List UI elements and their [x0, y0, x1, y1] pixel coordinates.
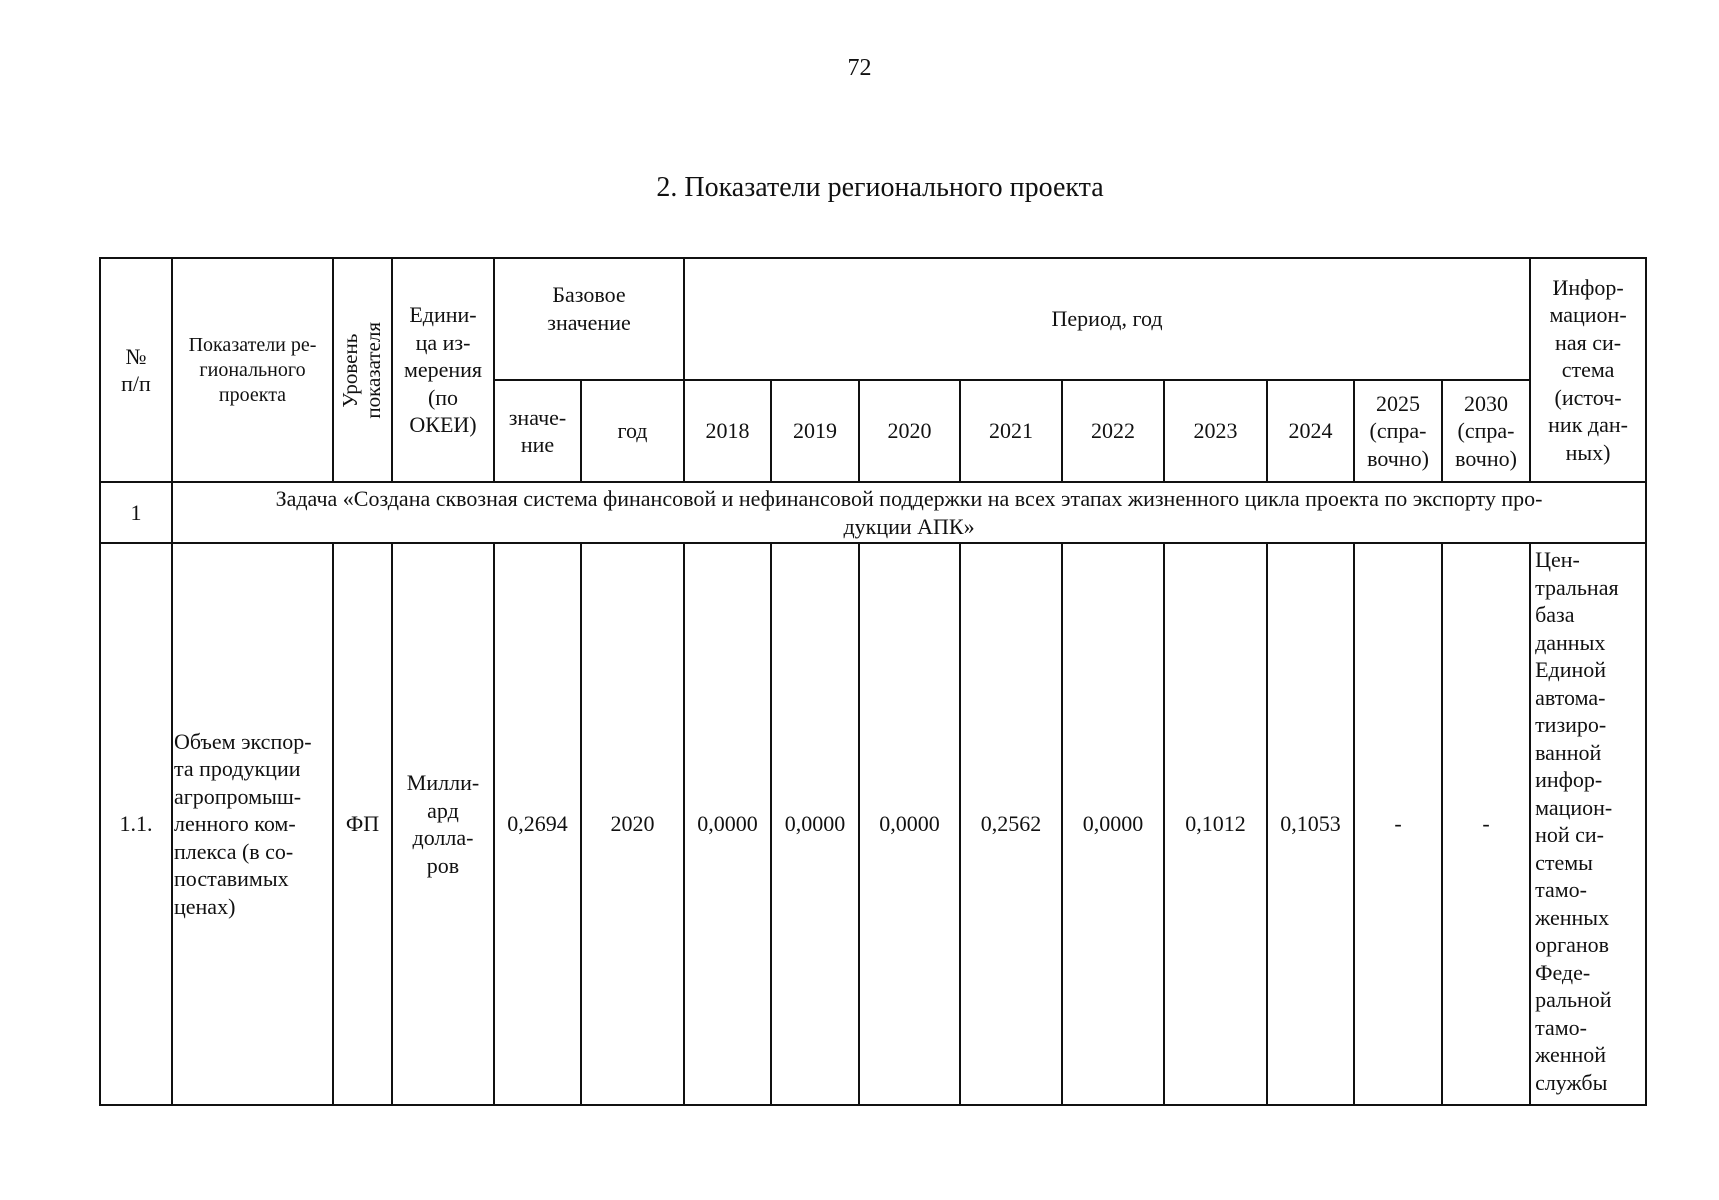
header-year-2022: 2022 [1062, 380, 1164, 482]
row-value-2023: 0,1012 [1164, 543, 1267, 1105]
row-info-system: Цен- тральная база данных Единой автома- тизиро- ванной инфор- мацион- ной си- стемы тамо- женных органов Феде- ральной тамо- женной службы [1530, 543, 1646, 1105]
row-num: 1.1. [100, 543, 172, 1105]
table-row [100, 543, 1646, 1105]
header-indicator: Показатели ре- гионального проекта [172, 258, 333, 482]
task-num: 1 [100, 482, 172, 543]
indicators-table [99, 257, 1647, 1106]
header-period: Период, год [684, 258, 1530, 380]
header-year-2030: 2030 (спра- вочно) [1442, 380, 1530, 482]
row-value-2024: 0,1053 [1267, 543, 1354, 1105]
task-text: Задача «Создана сквозная система финансовой и нефинансовой поддержки на всех этапах жизненного цикла проекта по экспорту про- дукции АПК» [172, 482, 1646, 543]
header-year-2018: 2018 [684, 380, 771, 482]
row-value-2021: 0,2562 [960, 543, 1062, 1105]
header-level: Уровень показателя [333, 258, 392, 482]
row-value-2022: 0,0000 [1062, 543, 1164, 1105]
header-row-1 [100, 258, 1646, 380]
header-year-2020: 2020 [859, 380, 960, 482]
row-value-2025: - [1354, 543, 1442, 1105]
header-base-value: значе- ние [494, 380, 581, 482]
header-unit: Едини- ца из- мерения (по ОКЕИ) [392, 258, 494, 482]
row-value-2030: - [1442, 543, 1530, 1105]
header-info-system: Инфор- мацион- ная си- стема (источ- ник дан- ных) [1530, 258, 1646, 482]
row-value-2019: 0,0000 [771, 543, 859, 1105]
page-number: 72 [847, 55, 872, 81]
row-indicator: Объем экспор- та продукции агропромыш- ленного ком- плекса (в со- поставимых ценах) [172, 543, 333, 1105]
header-year-2019: 2019 [771, 380, 859, 482]
row-value-2020: 0,0000 [859, 543, 960, 1105]
row-value-2018: 0,0000 [684, 543, 771, 1105]
header-base: Базовое значение [494, 258, 684, 380]
row-unit: Милли- ард долла- ров [392, 543, 494, 1105]
section-title: 2. Показатели регионального проекта [656, 172, 1104, 203]
row-base-year: 2020 [581, 543, 684, 1105]
header-year-2021: 2021 [960, 380, 1062, 482]
task-row [100, 482, 1646, 543]
row-base-value: 0,2694 [494, 543, 581, 1105]
header-num: № п/п [100, 258, 172, 482]
header-year-2024: 2024 [1267, 380, 1354, 482]
header-year-2025: 2025 (спра- вочно) [1354, 380, 1442, 482]
row-level: ФП [333, 543, 392, 1105]
header-year-2023: 2023 [1164, 380, 1267, 482]
header-base-year: год [581, 380, 684, 482]
